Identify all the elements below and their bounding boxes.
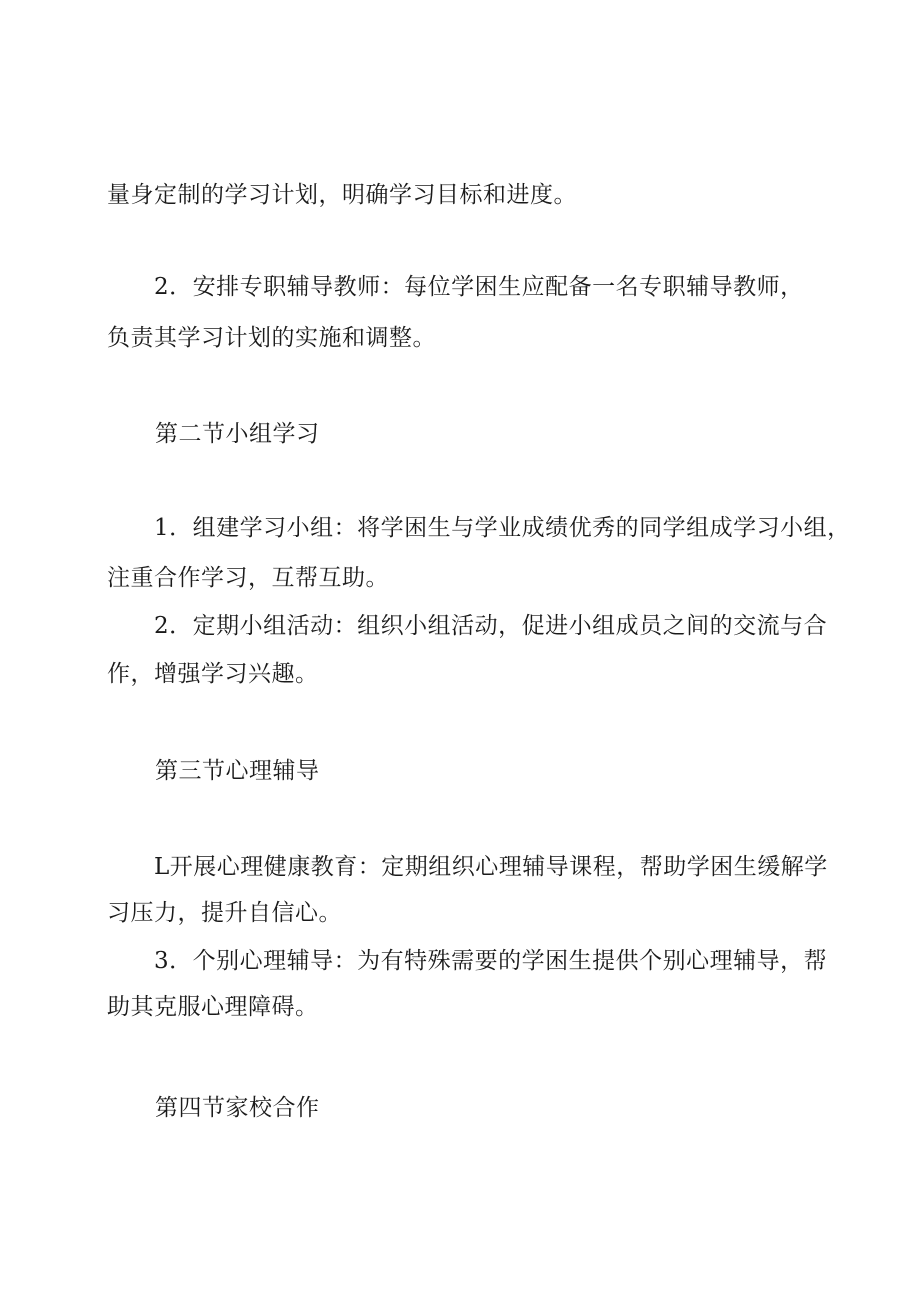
paragraph-line: 2．定期小组活动：组织小组活动，促进小组成员之间的交流与合 [154,613,828,639]
section-heading: 第三节心理辅导 [155,758,320,784]
paragraph-line: 习压力，提升自信心。 [107,900,342,926]
paragraph-line: 量身定制的学习计划，明确学习目标和进度。 [107,182,577,208]
paragraph-line: 注重合作学习，互帮互助。 [107,565,389,591]
section-heading: 第二节小组学习 [155,421,320,447]
paragraph-line: L开展心理健康教育：定期组织心理辅导课程，帮助学困生缓解学 [154,854,828,880]
paragraph-line: 负责其学习计划的实施和调整。 [107,325,436,351]
paragraph-line: 作，增强学习兴趣。 [107,661,319,687]
paragraph-line: 1．组建学习小组：将学困生与学业成绩优秀的同学组成学习小组， [154,515,851,541]
paragraph-line: 3．个别心理辅导：为有特殊需要的学困生提供个别心理辅导，帮 [154,948,828,974]
paragraph-line: 2．安排专职辅导教师：每位学困生应配备一名专职辅导教师， [154,274,804,300]
paragraph-line: 助其克服心理障碍。 [107,994,319,1020]
section-heading: 第四节家校合作 [155,1095,320,1121]
